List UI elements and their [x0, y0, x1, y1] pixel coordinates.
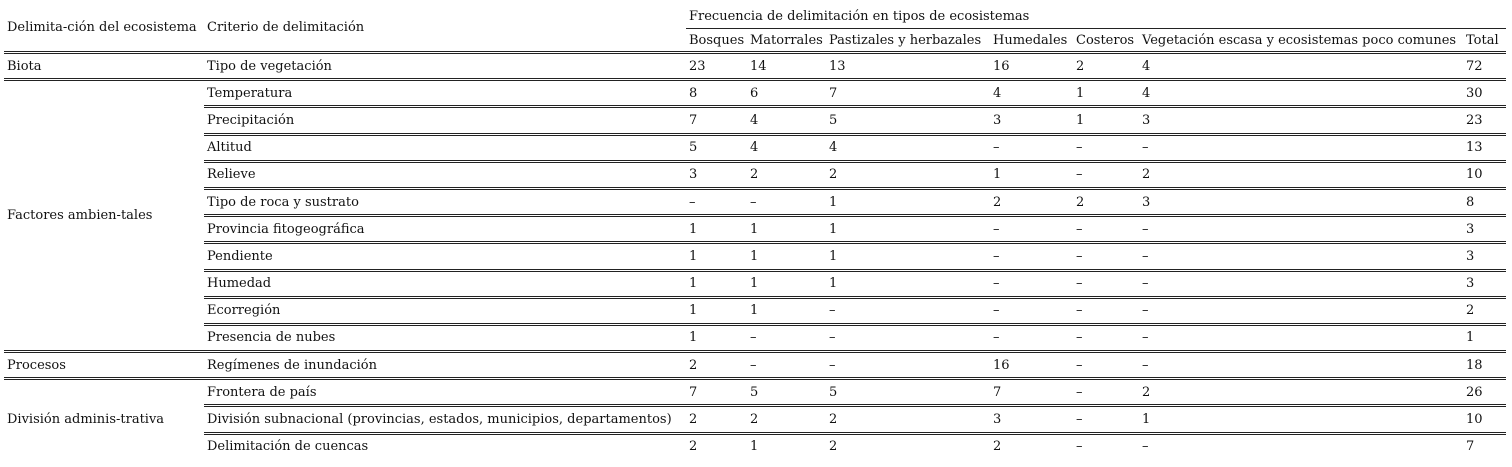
value-cell-total: 2: [1463, 297, 1506, 324]
value-cell-bosques: 7: [686, 107, 747, 134]
criterio-cell: Delimitación de cuencas: [204, 433, 686, 459]
group-label: División adminis-trativa: [4, 379, 204, 459]
value-cell-humedales: –: [990, 216, 1073, 243]
col-header-pastizales: Pastizales y herbazales: [826, 29, 990, 53]
value-cell-costeros: –: [1073, 161, 1139, 188]
value-cell-matorrales: 6: [747, 80, 826, 107]
table-row: [4, 53, 1506, 80]
value-cell-humedales: 3: [990, 406, 1073, 433]
value-cell-pastizales: 5: [826, 379, 990, 406]
value-cell-pastizales: 2: [826, 161, 990, 188]
col-header-matorrales: Matorrales: [747, 29, 826, 53]
value-cell-total: 3: [1463, 270, 1506, 297]
col-header-humedales: Humedales: [990, 29, 1073, 53]
value-cell-matorrales: 1: [747, 216, 826, 243]
value-cell-humedales: 16: [990, 352, 1073, 379]
value-cell-vegetacion-escasa: –: [1139, 433, 1463, 459]
col-header-costeros: Costeros: [1073, 29, 1139, 53]
value-cell-total: 1: [1463, 324, 1506, 351]
value-cell-matorrales: 1: [747, 297, 826, 324]
value-cell-total: 72: [1463, 53, 1506, 80]
value-cell-humedales: 2: [990, 188, 1073, 215]
criterio-cell: Tipo de vegetación: [204, 53, 686, 80]
value-cell-costeros: –: [1073, 379, 1139, 406]
value-cell-humedales: 16: [990, 53, 1073, 80]
value-cell-costeros: 1: [1073, 80, 1139, 107]
table-row: [4, 297, 1506, 324]
value-cell-humedales: 1: [990, 161, 1073, 188]
table-body: [4, 53, 1506, 459]
value-cell-vegetacion-escasa: –: [1139, 352, 1463, 379]
table-row: [4, 243, 1506, 270]
value-cell-bosques: 1: [686, 324, 747, 351]
table-row: [4, 379, 1506, 406]
value-cell-humedales: 2: [990, 433, 1073, 459]
criterio-cell: Frontera de país: [204, 379, 686, 406]
value-cell-bosques: 23: [686, 53, 747, 80]
value-cell-vegetacion-escasa: 3: [1139, 107, 1463, 134]
group-label: Biota: [4, 53, 204, 80]
value-cell-total: 18: [1463, 352, 1506, 379]
value-cell-matorrales: 2: [747, 406, 826, 433]
criterio-cell: Precipitación: [204, 107, 686, 134]
value-cell-total: 10: [1463, 161, 1506, 188]
value-cell-bosques: 8: [686, 80, 747, 107]
table-row: [4, 80, 1506, 107]
value-cell-vegetacion-escasa: –: [1139, 216, 1463, 243]
value-cell-total: 30: [1463, 80, 1506, 107]
value-cell-vegetacion-escasa: 3: [1139, 188, 1463, 215]
value-cell-humedales: –: [990, 324, 1073, 351]
criterio-cell: Tipo de roca y sustrato: [204, 188, 686, 215]
value-cell-humedales: 4: [990, 80, 1073, 107]
table-row: [4, 216, 1506, 243]
table-row: [4, 107, 1506, 134]
value-cell-vegetacion-escasa: 4: [1139, 80, 1463, 107]
value-cell-humedales: 7: [990, 379, 1073, 406]
value-cell-humedales: –: [990, 297, 1073, 324]
value-cell-humedales: –: [990, 243, 1073, 270]
value-cell-costeros: –: [1073, 243, 1139, 270]
value-cell-pastizales: 1: [826, 216, 990, 243]
criterio-cell: Altitud: [204, 134, 686, 161]
value-cell-total: 8: [1463, 188, 1506, 215]
value-cell-bosques: 7: [686, 379, 747, 406]
value-cell-pastizales: 1: [826, 270, 990, 297]
value-cell-bosques: 1: [686, 297, 747, 324]
table-row: [4, 134, 1506, 161]
value-cell-costeros: –: [1073, 270, 1139, 297]
value-cell-costeros: –: [1073, 433, 1139, 459]
value-cell-bosques: 5: [686, 134, 747, 161]
value-cell-vegetacion-escasa: 4: [1139, 53, 1463, 80]
value-cell-total: 23: [1463, 107, 1506, 134]
value-cell-costeros: –: [1073, 324, 1139, 351]
value-cell-bosques: 1: [686, 270, 747, 297]
value-cell-humedales: 3: [990, 107, 1073, 134]
value-cell-matorrales: 1: [747, 433, 826, 459]
value-cell-pastizales: 1: [826, 243, 990, 270]
value-cell-vegetacion-escasa: 2: [1139, 161, 1463, 188]
value-cell-costeros: –: [1073, 297, 1139, 324]
value-cell-costeros: 1: [1073, 107, 1139, 134]
table-row: [4, 161, 1506, 188]
value-cell-pastizales: 1: [826, 188, 990, 215]
value-cell-vegetacion-escasa: –: [1139, 324, 1463, 351]
value-cell-matorrales: –: [747, 188, 826, 215]
value-cell-bosques: 3: [686, 161, 747, 188]
header-criterio: Criterio de delimitación: [207, 20, 365, 35]
table-row: [4, 324, 1506, 351]
value-cell-bosques: –: [686, 188, 747, 215]
value-cell-pastizales: 2: [826, 433, 990, 459]
value-cell-pastizales: 2: [826, 406, 990, 433]
ecosystem-delimitation-table: [4, 4, 1506, 459]
value-cell-matorrales: 2: [747, 161, 826, 188]
value-cell-costeros: –: [1073, 134, 1139, 161]
value-cell-pastizales: 5: [826, 107, 990, 134]
value-cell-vegetacion-escasa: 2: [1139, 379, 1463, 406]
table-row: [4, 406, 1506, 433]
value-cell-total: 13: [1463, 134, 1506, 161]
value-cell-pastizales: –: [826, 324, 990, 351]
table-row: [4, 352, 1506, 379]
value-cell-matorrales: –: [747, 324, 826, 351]
value-cell-bosques: 1: [686, 216, 747, 243]
criterio-cell: Provincia fitogeográfica: [204, 216, 686, 243]
col-header-vegetacion-escasa: Vegetación escasa y ecosistemas poco comunes: [1139, 29, 1463, 53]
group-label: Procesos: [4, 352, 204, 379]
value-cell-costeros: –: [1073, 352, 1139, 379]
value-cell-vegetacion-escasa: –: [1139, 134, 1463, 161]
criterio-cell: Ecorregión: [204, 297, 686, 324]
value-cell-matorrales: 14: [747, 53, 826, 80]
group-label: Factores ambien-tales: [4, 80, 204, 352]
value-cell-matorrales: 1: [747, 243, 826, 270]
criterio-cell: Temperatura: [204, 80, 686, 107]
value-cell-vegetacion-escasa: –: [1139, 297, 1463, 324]
criterio-cell: Humedad: [204, 270, 686, 297]
value-cell-matorrales: 5: [747, 379, 826, 406]
value-cell-pastizales: 13: [826, 53, 990, 80]
table-row: [4, 433, 1506, 459]
value-cell-bosques: 1: [686, 243, 747, 270]
criterio-cell: Relieve: [204, 161, 686, 188]
value-cell-costeros: 2: [1073, 188, 1139, 215]
criterio-cell: Pendiente: [204, 243, 686, 270]
header-frecuencia: Frecuencia de delimitación en tipos de ecosistemas: [689, 8, 1030, 24]
value-cell-total: 10: [1463, 406, 1506, 433]
value-cell-matorrales: 4: [747, 134, 826, 161]
criterio-cell: Presencia de nubes: [204, 324, 686, 351]
col-header-bosques: Bosques: [686, 29, 747, 53]
table-row: [4, 188, 1506, 215]
value-cell-costeros: –: [1073, 216, 1139, 243]
value-cell-bosques: 2: [686, 433, 747, 459]
value-cell-humedales: –: [990, 270, 1073, 297]
value-cell-total: 3: [1463, 243, 1506, 270]
value-cell-pastizales: –: [826, 352, 990, 379]
header-delimitacion: Delimita-ción del ecosistema: [7, 20, 197, 35]
value-cell-pastizales: –: [826, 297, 990, 324]
value-cell-matorrales: –: [747, 352, 826, 379]
value-cell-pastizales: 7: [826, 80, 990, 107]
value-cell-humedales: –: [990, 134, 1073, 161]
col-header-total: Total: [1463, 29, 1506, 53]
value-cell-bosques: 2: [686, 352, 747, 379]
criterio-cell: Regímenes de inundación: [204, 352, 686, 379]
value-cell-vegetacion-escasa: –: [1139, 270, 1463, 297]
value-cell-bosques: 2: [686, 406, 747, 433]
value-cell-total: 3: [1463, 216, 1506, 243]
value-cell-costeros: –: [1073, 406, 1139, 433]
value-cell-matorrales: 1: [747, 270, 826, 297]
value-cell-pastizales: 4: [826, 134, 990, 161]
value-cell-vegetacion-escasa: 1: [1139, 406, 1463, 433]
table-row: [4, 270, 1506, 297]
value-cell-costeros: 2: [1073, 53, 1139, 80]
value-cell-total: 26: [1463, 379, 1506, 406]
value-cell-matorrales: 4: [747, 107, 826, 134]
value-cell-total: 7: [1463, 433, 1506, 459]
criterio-cell: División subnacional (provincias, estados, municipios, departamentos): [204, 406, 686, 433]
value-cell-vegetacion-escasa: –: [1139, 243, 1463, 270]
